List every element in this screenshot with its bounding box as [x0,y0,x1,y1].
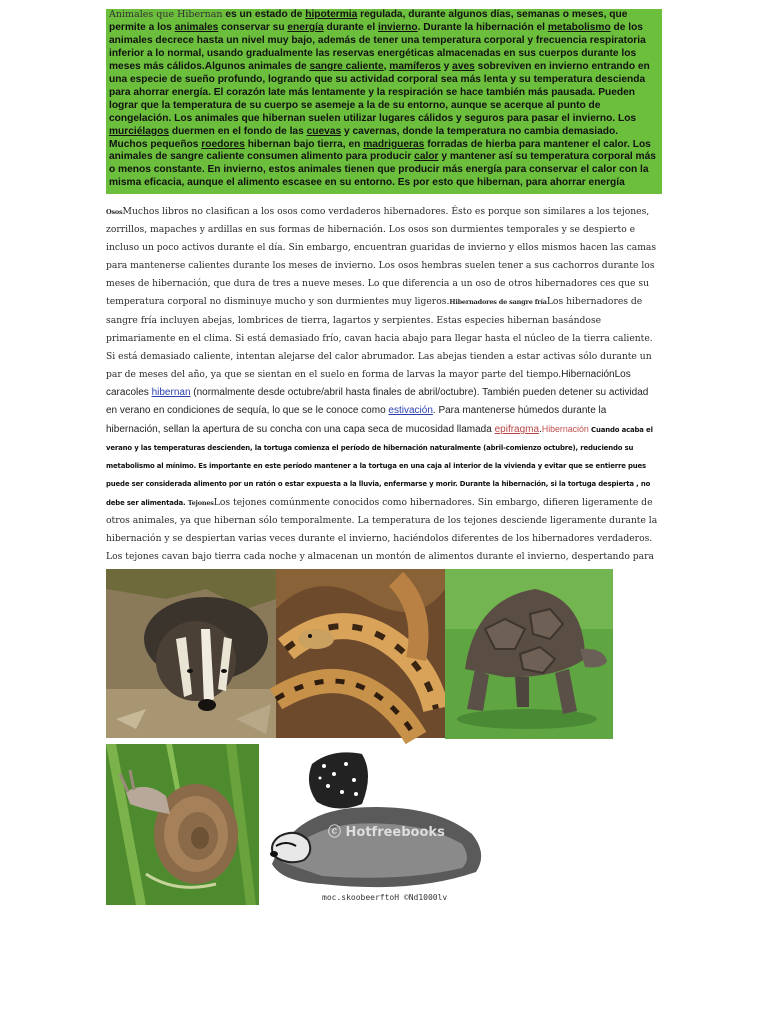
paragraph-caracoles-d: . [539,424,542,436]
intro-text: y mantener así su temperatura corporal más o menos constante. En invierno, estos animales tienen que producir más energía para conservar el calor con la misma eficacia, aunque el alimento escasee en su entorno. Es por esto que hibernan, para ahorrar energía [109,151,656,189]
link-cuevas[interactable]: cuevas [306,125,342,137]
badger-photo [106,569,276,738]
intro-text: forradas de hierba para mantener el calor. Los animales de sangre caliente consumen alimento para producir [109,138,651,163]
heading-sangre-fria: Hibernadores de sangre fría [449,298,547,307]
link-sangre-caliente[interactable]: sangre caliente [309,60,384,72]
link-hipotermia[interactable]: hipotermia [305,9,358,20]
heading-tejones: Tejones [187,498,214,507]
link-roedores[interactable]: roedores [201,138,245,150]
intro-text: regulada, durante algunos días, semanas o meses, que permite a los [109,9,628,33]
intro-text: duermen en el fondo de las [169,125,307,137]
heading-hibernacion: Hibernación [541,424,589,435]
snail-photo [106,744,259,905]
paragraph-caracoles-c: . Para mantenerse húmedos durante la hibernación, sellan la apertura de su concha con una capa seca de mucosidad llamada [106,405,607,436]
intro-text: hibernan bajo tierra, en [244,138,364,150]
image-caption: moc.skoobeerftoH ©Nd1000lv [322,893,448,902]
intro-text: es un estado de [222,9,306,20]
link-estivacion[interactable]: estivación [388,405,433,417]
link-metabolismo[interactable]: metabolismo [547,21,611,33]
link-calor[interactable]: calor [414,151,439,163]
intro-text: , [383,60,390,72]
paragraph-osos: Muchos libros no clasifican a los osos como verdaderos hibernadores. Ésto es porque son similares a los tejones, zorrillos, mapaches y ardillas en sus formas de hibernación. Los osos son durmientes temporales y se despierto e incluso un poco activos durante el día. Sin embargo, encuentran guaridas de invierno y ellos mismos hacen las camas para mantenerse calientes durante los meses de invierno. Los osos hembras suelen tener a sus cachorros durante los meses de hibernación, que dura de tres a nueve meses. Lo que diferencia a un oso de otros hibernadores ces que su temperatura corporal no disminuye mucho y son durmientes muy ligeros. [106,206,657,308]
intro-lead-title: Animales que Hibernan [109,9,223,20]
intro-text: y cavernas, donde la temperatura no cambia demasiado. Muchos pequeños [109,125,619,150]
sleeping-animal-illustration [262,744,492,905]
paragraph-caracoles-b: (normalmente desde octubre/abril hasta finales de abril/octubre). También pueden detener su actividad en verano en condiciones de sequía, lo que se le conoce como [106,386,649,417]
article-body [106,203,662,563]
link-energia[interactable]: energía [287,21,324,33]
intro-text: y [440,60,453,72]
intro-text: conservar su [218,21,288,33]
paragraph-sangre-fria: Los hibernadores de sangre fría incluyen abejas, lombrices de tierra, lagartos y serpientes. Estas especies hibernan basándose primariamente en el clima. Si está demasiado frío, cavan hacia abajo para llegar hasta el núcleo de la tierra caliente. Si está demasiado caliente, intentan alejarse del calor abrumador. Las abejas tienden a estar activas sólo durante un par de meses del año, ya que se sientan en el suelo en forma de larvas la mayor parte del tiempo. [106,296,653,380]
link-murcielagos[interactable]: murciélagos [109,125,170,137]
intro-text: durante el [323,21,378,33]
intro-text: de los animales decrece hasta un nivel muy bajo, además de tener una temperatura corporal y frecuencia respiratoria inferior a lo normal, usando gradualmente las reservas energéticas almacenadas en sus cuerpos durante los meses más cálidos.Algunos animales de [109,21,646,72]
paragraph-tortuga: Cuando acaba el verano y las temperaturas descienden, la tortuga comienza el período de hibernación naturalmente (abril-comienzo octubre), reduciendo su metabolismo al mínimo. Es importante en este período mantener a la tortuga en una caja al interior de la vivienda y evitar que se entierre pues puede ser considerada alimento por un ratón o estar expuesta a la lluvia, enfermarse y morir. Durante la hibernación, si la tortuga despierta , no debe ser alimentada. [106,426,653,507]
intro-text: . Durante la hibernación el [417,21,548,33]
tortoise-photo [445,569,613,739]
link-mamiferos[interactable]: mamíferos [389,60,441,72]
link-hibernan[interactable]: hibernan [151,386,191,398]
link-epifragma[interactable]: epifragma [494,424,540,436]
heading-osos: Osos [106,208,123,216]
paragraph-caracoles-a: HibernaciónLos caracoles [106,368,631,398]
snake-photo [276,569,445,738]
intro-highlight-box [106,9,662,194]
link-invierno[interactable]: invierno [378,21,418,33]
paragraph-tejones: Los tejones comúnmente conocidos como hibernadores. Sin embargo, difieren ligeramente de otros animales, ya que hibernan sólo temporalmente. La temperatura de los tejones desciende ligeramente durante la hibernación y se despiertan varias veces durante el invierno, haciéndolos diferentes de los hibernadores verdaderos. Los tejones cavan bajo tierra cada noche y almacenan un montón de alimentos durante el invierno, despertando para [106,496,658,562]
intro-text: sobreviven en invierno entrando en una especie de sueño profundo, logrando que su actividad corporal sea más lenta y su temperatura descienda para ahorrar energía. El corazón late más lentamente y la respiración se hace también más pausada. Pueden lograr que la temperatura de su cuerpo se asemeje a la de su entorno, aunque se acerque al punto de congelación. Los animales que hibernan suelen utilizar lugares cálidos y seguros para pasar el invierno. Los [109,60,650,124]
link-animales[interactable]: animales [174,21,219,33]
link-aves[interactable]: aves [452,60,475,72]
link-madrigueras[interactable]: madrigueras [363,138,425,150]
image-watermark: ⓒ Hotfreebooks [328,825,445,840]
